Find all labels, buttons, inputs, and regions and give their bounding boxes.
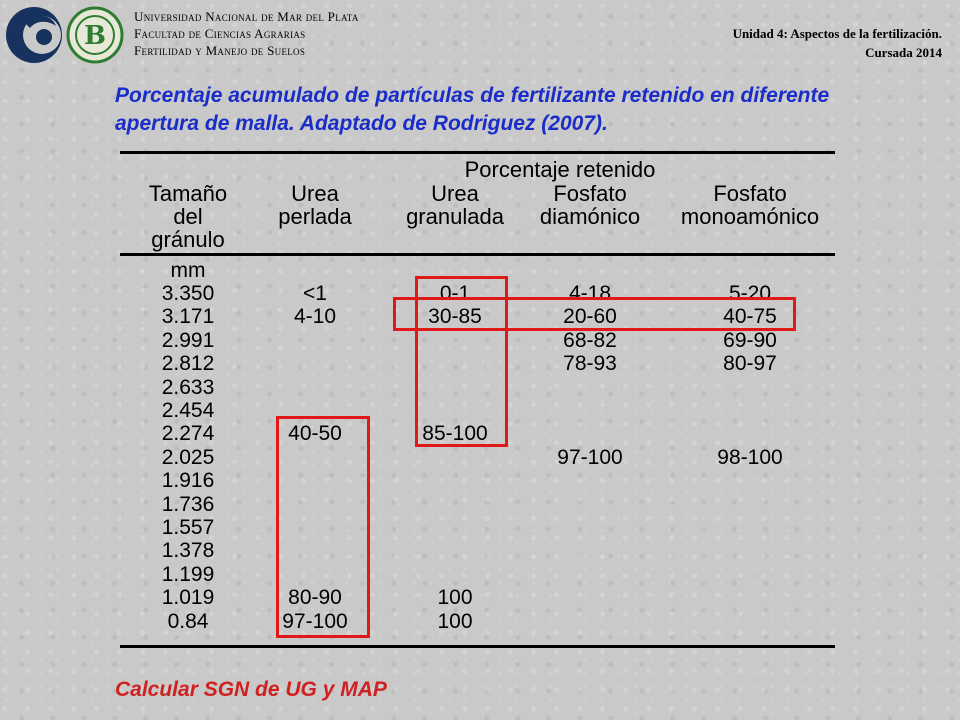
svg-text:B: B — [84, 21, 106, 51]
table-cell: 78-93 — [563, 352, 617, 376]
table-cell: 98-100 — [717, 445, 783, 469]
table-cell: 30-85 — [428, 305, 482, 329]
col-header-map — [665, 182, 835, 228]
col-header-size — [128, 182, 248, 251]
table-cell: 1.916 — [161, 469, 215, 493]
table-cell: 3.171 — [161, 305, 215, 329]
table-cell: 80-97 — [723, 352, 777, 376]
table-cell: 1.557 — [161, 516, 215, 539]
table-cell: 2.025 — [161, 445, 215, 469]
table-cell: 20-60 — [563, 305, 617, 329]
slide-title: Porcentaje acumulado de partículas de fertilizante retenido en diferente apertura de malla. Adaptado de Rodriguez (2007). — [115, 84, 830, 135]
col-header-line: Urea — [291, 181, 339, 206]
table-cell: 2.274 — [161, 422, 215, 446]
unit-title: Unidad 4: Aspectos de la fertilización. — [732, 26, 942, 41]
table-cell: 0-1 — [439, 282, 471, 305]
course-year: Cursada 2014 — [865, 45, 942, 60]
highlight-row-3171 — [393, 297, 796, 331]
footer-note: Calcular SGN de UG y MAP — [115, 678, 387, 701]
table-cell: 97-100 — [557, 445, 623, 469]
unit-label: mm — [170, 259, 206, 282]
table-cell: 40-75 — [723, 305, 777, 329]
table-cell: 4-10 — [293, 305, 337, 329]
faculty-name: Facultad de Ciencias Agrarias — [134, 26, 306, 41]
col-header-line: Fosfato — [713, 181, 787, 206]
table-header-rule — [120, 253, 835, 256]
university-name: Universidad Nacional de Mar del Plata — [134, 9, 359, 24]
table-cell: 4-18 — [568, 282, 612, 305]
col-header-line: Urea — [431, 181, 479, 206]
table-cell: 1.736 — [161, 492, 215, 516]
col-header-line: perlada — [278, 204, 352, 229]
table-top-rule — [120, 151, 835, 154]
table-cell: 68-82 — [563, 328, 617, 352]
table-cell: 80-90 — [288, 586, 342, 610]
table-cell: 2.454 — [161, 399, 215, 422]
col-header-line: gránulo — [151, 227, 225, 252]
table-cell: 69-90 — [723, 328, 777, 352]
col-header-line: granulada — [406, 204, 504, 229]
table-cell: 5-20 — [728, 282, 772, 305]
col-header-dap — [530, 182, 650, 228]
table-cell: 1.199 — [161, 562, 215, 586]
table-cell: 3.350 — [161, 282, 215, 305]
table-cell: 100 — [437, 586, 473, 610]
table-cell: 0.84 — [167, 609, 209, 633]
table-cell: 40-50 — [288, 422, 342, 446]
col-header-line: diamónico — [539, 204, 641, 229]
table-bottom-rule — [120, 645, 835, 648]
table-cell: 2.812 — [161, 352, 215, 376]
col-header-line: Fosfato — [553, 181, 627, 206]
table-cell: 1.019 — [161, 586, 215, 610]
col-header-line: del — [173, 204, 203, 229]
table-cell: 97-100 — [282, 609, 348, 633]
table-cell: <1 — [303, 282, 327, 305]
course-name: Fertilidad y Manejo de Suelos — [134, 43, 306, 58]
group-header: Porcentaje retenido — [464, 157, 656, 182]
table-cell: 85-100 — [422, 422, 488, 446]
table-cell: 2.633 — [161, 375, 215, 399]
table-cell: 1.378 — [161, 539, 215, 563]
table-cell: 100 — [437, 609, 473, 633]
col-header-urea-perlada — [260, 182, 370, 228]
highlight-urea-perlada — [276, 416, 370, 638]
col-header-line: Tamaño — [148, 181, 228, 206]
col-header-line: monoamónico — [680, 204, 820, 229]
col-header-urea-granulada — [395, 182, 515, 228]
table-cell: 2.991 — [161, 328, 215, 352]
